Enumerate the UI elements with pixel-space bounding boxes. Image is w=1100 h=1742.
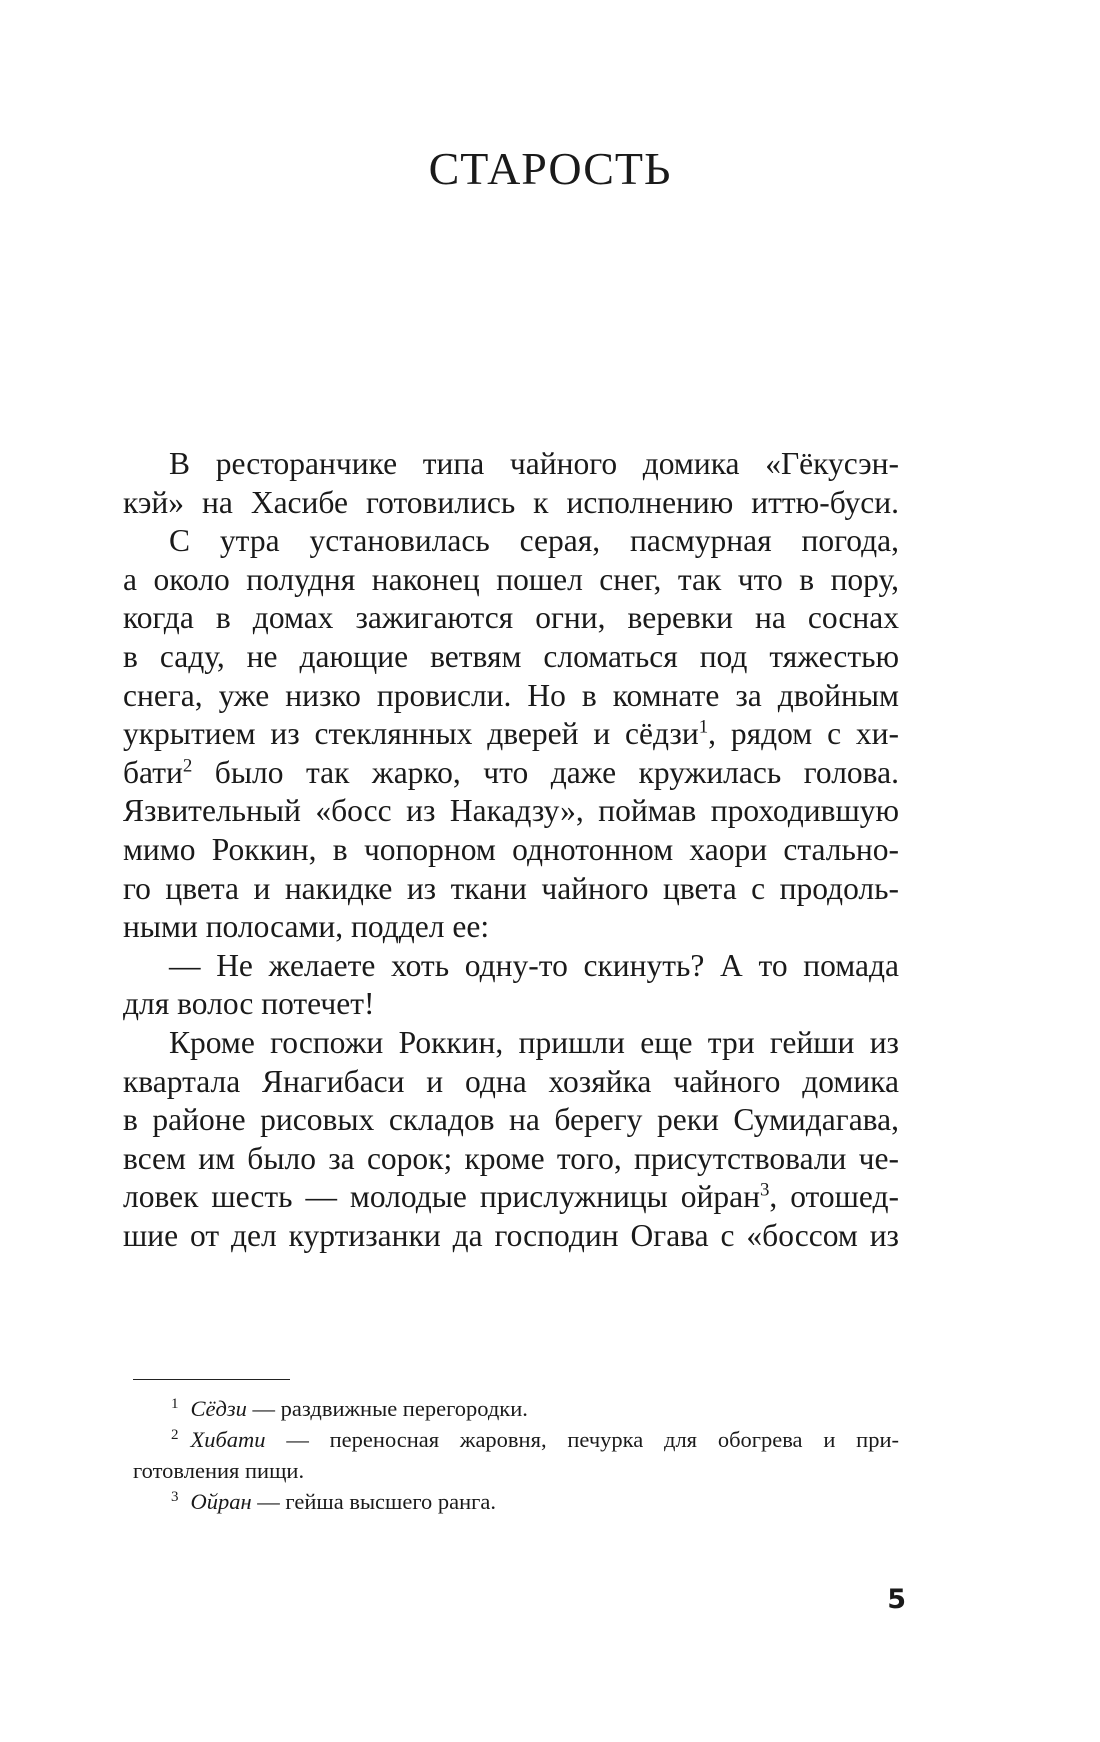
footnote-line: [133, 1424, 899, 1455]
text-line: кэй» на Хасибе готовились к исполнению иттю-буси.: [123, 484, 899, 520]
footnote-2: [133, 1424, 899, 1486]
footnote-ref: 3: [759, 1179, 770, 1201]
text-line: [123, 754, 899, 793]
text-line: в районе рисовых складов на берегу реки Сумидагава,: [123, 1102, 899, 1138]
footnote-line: [133, 1393, 899, 1424]
text-line: В ресторанчике типа чайного домика «Гёкусэн-: [169, 446, 899, 481]
text-line: Кроме госпожи Роккин, пришли еще три гейши из: [169, 1024, 899, 1060]
text-line: всем им было за сорок; кроме того, присутствовали че-: [123, 1140, 899, 1176]
chapter-title: СТАРОСТЬ: [428, 143, 672, 194]
text-line: ными полосами, поддел ее:: [123, 909, 490, 945]
text-line: снега, уже низко провисли. Но в комнате за двойным: [123, 677, 899, 713]
page-number: 5: [887, 1584, 906, 1615]
text-segment: было так жарко, что даже кружилась голова.: [192, 754, 899, 790]
footnote-line: [133, 1486, 899, 1517]
text-segment: укрытием из стеклянных дверей и сёдзи: [123, 716, 699, 752]
footnote-number: 1: [171, 1395, 179, 1412]
footnote-ref: 1: [698, 716, 709, 738]
text-segment: , рядом с хи-: [708, 716, 899, 752]
footnote-ref: 2: [182, 755, 193, 777]
text-line: Язвительный «босс из Накадзу», поймав проходившую: [123, 793, 899, 829]
text-line: а около полудня наконец пошел снег, так что в пору,: [123, 561, 899, 597]
body-text: [123, 445, 899, 1255]
footnote-term: Сёдзи: [190, 1396, 247, 1421]
text-segment: ловек шесть — молодые прислужницы ойран: [123, 1179, 760, 1215]
footnote-term: Хибати: [190, 1427, 266, 1452]
text-segment: бати: [123, 754, 183, 790]
text-line: [123, 715, 899, 754]
footnote-number: 3: [171, 1488, 179, 1505]
footnote-text: — раздвижные перегородки.: [246, 1396, 528, 1421]
text-segment: , отошед-: [769, 1179, 899, 1215]
footnotes: [133, 1393, 899, 1517]
text-line: — Не желаете хоть одну-то скинуть? А то помада: [169, 947, 899, 983]
text-line: мимо Роккин, в чопорном однотонном хаори стально-: [123, 831, 899, 867]
text-line: шие от дел куртизанки да господин Огава с «боссом из: [123, 1217, 899, 1253]
footnote-divider: [133, 1379, 290, 1380]
text-line: го цвета и накидке из ткани чайного цвета с продоль-: [123, 870, 899, 906]
footnote-term: Ойран: [190, 1489, 252, 1514]
text-line: квартала Янагибаси и одна хозяйка чайного домика: [123, 1063, 899, 1099]
footnote-3: [133, 1486, 899, 1517]
text-line: в саду, не дающие ветвям сломаться под тяжестью: [123, 638, 899, 674]
footnote-text: — переносная жаровня, печурка для обогрева и при-: [265, 1427, 899, 1452]
footnote-line: готовления пищи.: [133, 1458, 305, 1483]
footnote-text: — гейша высшего ранга.: [251, 1489, 497, 1514]
text-line: [123, 1178, 899, 1217]
text-line: когда в домах зажигаются огни, веревки на соснах: [123, 600, 899, 636]
text-line: для волос потечет!: [123, 986, 375, 1022]
footnote-number: 2: [171, 1426, 179, 1443]
footnote-1: [133, 1393, 899, 1424]
text-line: С утра установилась серая, пасмурная погода,: [169, 523, 899, 559]
